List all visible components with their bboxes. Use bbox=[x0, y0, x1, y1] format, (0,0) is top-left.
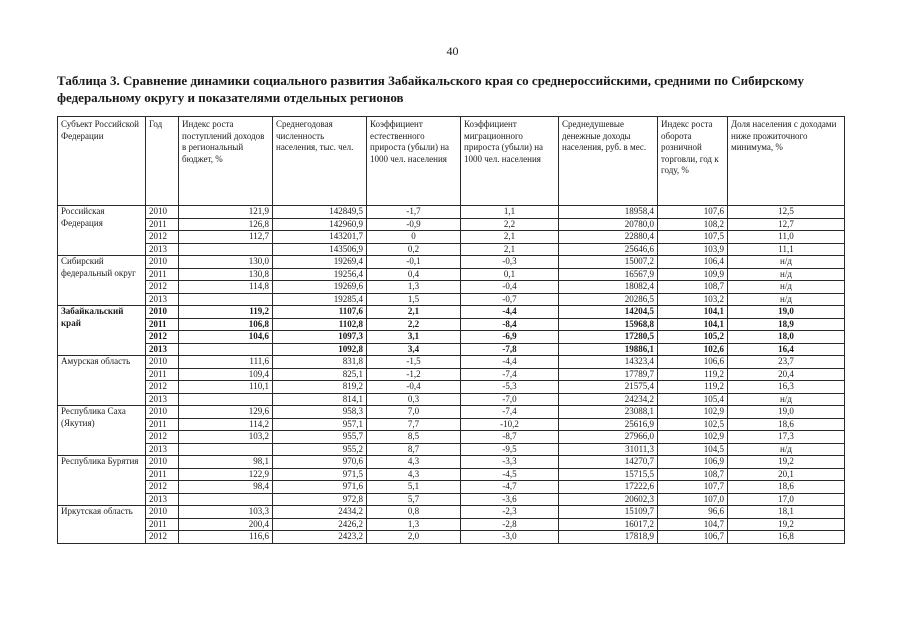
value-cell: 22880,4 bbox=[559, 231, 658, 244]
value-cell: 98,1 bbox=[179, 456, 273, 469]
table-row bbox=[58, 331, 845, 344]
value-cell: 0,1 bbox=[461, 268, 559, 281]
region-name-cell: Республика Бурятия bbox=[58, 456, 146, 506]
value-cell: -1,2 bbox=[367, 368, 461, 381]
value-cell: -9,5 bbox=[461, 443, 559, 456]
value-cell: 110,1 bbox=[179, 381, 273, 394]
value-cell: 18082,4 bbox=[559, 281, 658, 294]
year-cell: 2011 bbox=[146, 368, 179, 381]
value-cell: 7,7 bbox=[367, 418, 461, 431]
year-cell: 2010 bbox=[146, 306, 179, 319]
header-cell: Коэффициент миграционного прироста (убыли) на 1000 чел. населения bbox=[461, 117, 559, 206]
year-cell: 2010 bbox=[146, 406, 179, 419]
value-cell: -7,4 bbox=[461, 406, 559, 419]
value-cell: 17222,6 bbox=[559, 481, 658, 494]
value-cell: 11,1 bbox=[728, 243, 845, 256]
value-cell: 831,8 bbox=[273, 356, 367, 369]
value-cell: 25646,6 bbox=[559, 243, 658, 256]
year-cell: 2013 bbox=[146, 443, 179, 456]
value-cell: -0,4 bbox=[461, 281, 559, 294]
year-cell: 2010 bbox=[146, 256, 179, 269]
value-cell: 119,2 bbox=[658, 381, 728, 394]
table-caption: Таблица 3. Сравнение динамики социального развития Забайкальского края со среднероссийскими, средними по Сибирскому федеральному округу и показателями отдельных регионов bbox=[57, 73, 804, 105]
value-cell: 2426,2 bbox=[273, 518, 367, 531]
value-cell: 972,8 bbox=[273, 493, 367, 506]
value-cell: 126,8 bbox=[179, 218, 273, 231]
year-cell: 2012 bbox=[146, 531, 179, 544]
value-cell: 119,2 bbox=[658, 368, 728, 381]
value-cell: -5,3 bbox=[461, 381, 559, 394]
value-cell: 2,2 bbox=[461, 218, 559, 231]
value-cell: 8,7 bbox=[367, 443, 461, 456]
value-cell: 819,2 bbox=[273, 381, 367, 394]
value-cell: 20780,0 bbox=[559, 218, 658, 231]
value-cell: -2,8 bbox=[461, 518, 559, 531]
value-cell: 2423,2 bbox=[273, 531, 367, 544]
value-cell: 102,6 bbox=[658, 343, 728, 356]
value-cell: 142849,5 bbox=[273, 206, 367, 219]
table-row bbox=[58, 393, 845, 406]
year-cell: 2013 bbox=[146, 243, 179, 256]
value-cell: 1,1 bbox=[461, 206, 559, 219]
year-cell: 2010 bbox=[146, 206, 179, 219]
value-cell: 200,4 bbox=[179, 518, 273, 531]
value-cell: 119,2 bbox=[179, 306, 273, 319]
value-cell bbox=[179, 443, 273, 456]
year-cell: 2013 bbox=[146, 293, 179, 306]
value-cell: 19,0 bbox=[728, 306, 845, 319]
value-cell: -0,3 bbox=[461, 256, 559, 269]
value-cell: 18,9 bbox=[728, 318, 845, 331]
year-cell: 2011 bbox=[146, 218, 179, 231]
value-cell: 106,6 bbox=[658, 356, 728, 369]
table-row bbox=[58, 456, 845, 469]
value-cell: 121,9 bbox=[179, 206, 273, 219]
value-cell: 17,0 bbox=[728, 493, 845, 506]
value-cell: -4,4 bbox=[461, 356, 559, 369]
value-cell: 20602,3 bbox=[559, 493, 658, 506]
header-cell: Коэффициент естественного прироста (убыли) на 1000 чел. населения bbox=[367, 117, 461, 206]
table-row bbox=[58, 443, 845, 456]
table-row bbox=[58, 356, 845, 369]
value-cell: 16567,9 bbox=[559, 268, 658, 281]
value-cell: -7,4 bbox=[461, 368, 559, 381]
value-cell: 1,5 bbox=[367, 293, 461, 306]
value-cell: 15968,8 bbox=[559, 318, 658, 331]
value-cell: 2,0 bbox=[367, 531, 461, 544]
region-name-cell: Российская Федерация bbox=[58, 206, 146, 256]
value-cell: -3,3 bbox=[461, 456, 559, 469]
value-cell: 18,0 bbox=[728, 331, 845, 344]
value-cell bbox=[179, 493, 273, 506]
value-cell: 107,7 bbox=[658, 481, 728, 494]
value-cell: 19269,4 bbox=[273, 256, 367, 269]
value-cell: 18958,4 bbox=[559, 206, 658, 219]
value-cell: 8,5 bbox=[367, 431, 461, 444]
year-cell: 2012 bbox=[146, 281, 179, 294]
year-cell: 2011 bbox=[146, 518, 179, 531]
value-cell: -3,0 bbox=[461, 531, 559, 544]
value-cell: 17789,7 bbox=[559, 368, 658, 381]
value-cell: -3,6 bbox=[461, 493, 559, 506]
value-cell: 4,3 bbox=[367, 456, 461, 469]
year-cell: 2012 bbox=[146, 331, 179, 344]
value-cell: 18,6 bbox=[728, 481, 845, 494]
value-cell: 17280,5 bbox=[559, 331, 658, 344]
value-cell: 19256,4 bbox=[273, 268, 367, 281]
value-cell: 31011,3 bbox=[559, 443, 658, 456]
year-cell: 2011 bbox=[146, 468, 179, 481]
value-cell: 114,8 bbox=[179, 281, 273, 294]
value-cell: 955,7 bbox=[273, 431, 367, 444]
value-cell: 108,7 bbox=[658, 468, 728, 481]
value-cell: -1,5 bbox=[367, 356, 461, 369]
value-cell: 104,7 bbox=[658, 518, 728, 531]
value-cell: 20286,5 bbox=[559, 293, 658, 306]
value-cell: 957,1 bbox=[273, 418, 367, 431]
value-cell: 814,1 bbox=[273, 393, 367, 406]
header-cell: Индекс роста оборота розничной торговли, год к году, % bbox=[658, 117, 728, 206]
value-cell: 16017,2 bbox=[559, 518, 658, 531]
value-cell: 111,6 bbox=[179, 356, 273, 369]
value-cell: 16,4 bbox=[728, 343, 845, 356]
value-cell: 98,4 bbox=[179, 481, 273, 494]
header-cell: Индекс роста поступлений доходов в региональный бюджет, % bbox=[179, 117, 273, 206]
value-cell: 106,9 bbox=[658, 456, 728, 469]
value-cell: 112,7 bbox=[179, 231, 273, 244]
value-cell bbox=[179, 343, 273, 356]
value-cell: 17,3 bbox=[728, 431, 845, 444]
value-cell: -0,1 bbox=[367, 256, 461, 269]
value-cell: -2,3 bbox=[461, 506, 559, 519]
year-cell: 2011 bbox=[146, 418, 179, 431]
value-cell: -7,0 bbox=[461, 393, 559, 406]
table-row bbox=[58, 493, 845, 506]
value-cell: 2,1 bbox=[367, 306, 461, 319]
value-cell: 103,9 bbox=[658, 243, 728, 256]
year-cell: 2010 bbox=[146, 456, 179, 469]
value-cell: 104,1 bbox=[658, 306, 728, 319]
value-cell: 2,1 bbox=[461, 243, 559, 256]
value-cell: н/д bbox=[728, 268, 845, 281]
value-cell: 1,3 bbox=[367, 518, 461, 531]
value-cell: -4,7 bbox=[461, 481, 559, 494]
value-cell: 955,2 bbox=[273, 443, 367, 456]
value-cell: 109,9 bbox=[658, 268, 728, 281]
value-cell: 102,9 bbox=[658, 431, 728, 444]
value-cell: 19,2 bbox=[728, 456, 845, 469]
header-cell: Среднедушевые денежные доходы населения, руб. в мес. bbox=[559, 117, 658, 206]
value-cell: 108,2 bbox=[658, 218, 728, 231]
table-row bbox=[58, 481, 845, 494]
value-cell: -0,4 bbox=[367, 381, 461, 394]
value-cell: 11,0 bbox=[728, 231, 845, 244]
value-cell: 16,3 bbox=[728, 381, 845, 394]
table-row bbox=[58, 506, 845, 519]
value-cell: 116,6 bbox=[179, 531, 273, 544]
value-cell: 130,8 bbox=[179, 268, 273, 281]
region-name-cell: Амурская область bbox=[58, 356, 146, 406]
table-row bbox=[58, 368, 845, 381]
value-cell: -0,9 bbox=[367, 218, 461, 231]
year-cell: 2012 bbox=[146, 481, 179, 494]
value-cell: 143506,9 bbox=[273, 243, 367, 256]
value-cell: 0,4 bbox=[367, 268, 461, 281]
year-cell: 2013 bbox=[146, 343, 179, 356]
value-cell: 19,2 bbox=[728, 518, 845, 531]
value-cell: 15109,7 bbox=[559, 506, 658, 519]
table-row bbox=[58, 218, 845, 231]
value-cell: 19,0 bbox=[728, 406, 845, 419]
value-cell: 7,0 bbox=[367, 406, 461, 419]
value-cell: 19269,6 bbox=[273, 281, 367, 294]
value-cell: 1092,8 bbox=[273, 343, 367, 356]
value-cell: 96,6 bbox=[658, 506, 728, 519]
header-cell: Среднегодовая численность населения, тыс. чел. bbox=[273, 117, 367, 206]
value-cell: 1102,8 bbox=[273, 318, 367, 331]
table-row bbox=[58, 256, 845, 269]
header-cell: Год bbox=[146, 117, 179, 206]
value-cell: 142960,9 bbox=[273, 218, 367, 231]
value-cell: 107,6 bbox=[658, 206, 728, 219]
year-cell: 2012 bbox=[146, 231, 179, 244]
value-cell: 18,1 bbox=[728, 506, 845, 519]
value-cell: 20,1 bbox=[728, 468, 845, 481]
value-cell: 102,5 bbox=[658, 418, 728, 431]
year-cell: 2010 bbox=[146, 506, 179, 519]
value-cell: -6,9 bbox=[461, 331, 559, 344]
value-cell: 103,2 bbox=[658, 293, 728, 306]
table-row bbox=[58, 318, 845, 331]
value-cell: 825,1 bbox=[273, 368, 367, 381]
value-cell: 129,6 bbox=[179, 406, 273, 419]
value-cell: 21575,4 bbox=[559, 381, 658, 394]
value-cell: 105,2 bbox=[658, 331, 728, 344]
value-cell: 14204,5 bbox=[559, 306, 658, 319]
value-cell: 5,1 bbox=[367, 481, 461, 494]
value-cell: 106,8 bbox=[179, 318, 273, 331]
value-cell: 18,6 bbox=[728, 418, 845, 431]
table-row bbox=[58, 231, 845, 244]
value-cell: 27966,0 bbox=[559, 431, 658, 444]
year-cell: 2013 bbox=[146, 493, 179, 506]
value-cell: -0,7 bbox=[461, 293, 559, 306]
value-cell bbox=[179, 293, 273, 306]
value-cell: 2,2 bbox=[367, 318, 461, 331]
year-cell: 2012 bbox=[146, 381, 179, 394]
value-cell: 958,3 bbox=[273, 406, 367, 419]
value-cell: 12,5 bbox=[728, 206, 845, 219]
value-cell: 23088,1 bbox=[559, 406, 658, 419]
value-cell: 19886,1 bbox=[559, 343, 658, 356]
table-row bbox=[58, 206, 845, 219]
value-cell: 17818,9 bbox=[559, 531, 658, 544]
table-row bbox=[58, 431, 845, 444]
value-cell: 103,3 bbox=[179, 506, 273, 519]
value-cell: 0,2 bbox=[367, 243, 461, 256]
table-row bbox=[58, 418, 845, 431]
value-cell: 105,4 bbox=[658, 393, 728, 406]
value-cell: н/д bbox=[728, 256, 845, 269]
value-cell: 15715,5 bbox=[559, 468, 658, 481]
year-cell: 2012 bbox=[146, 431, 179, 444]
value-cell: 2434,2 bbox=[273, 506, 367, 519]
value-cell: 23,7 bbox=[728, 356, 845, 369]
value-cell: 106,4 bbox=[658, 256, 728, 269]
value-cell: 104,1 bbox=[658, 318, 728, 331]
value-cell: н/д bbox=[728, 443, 845, 456]
value-cell: 3,4 bbox=[367, 343, 461, 356]
value-cell: 14323,4 bbox=[559, 356, 658, 369]
value-cell: 1097,3 bbox=[273, 331, 367, 344]
value-cell: -4,5 bbox=[461, 468, 559, 481]
value-cell: 1,3 bbox=[367, 281, 461, 294]
table-body bbox=[58, 206, 845, 544]
value-cell: 14270,7 bbox=[559, 456, 658, 469]
table-row bbox=[58, 268, 845, 281]
table-row bbox=[58, 243, 845, 256]
value-cell: -8,7 bbox=[461, 431, 559, 444]
page-number: 40 bbox=[446, 44, 459, 58]
table-row bbox=[58, 531, 845, 544]
value-cell: -10,2 bbox=[461, 418, 559, 431]
table-row bbox=[58, 406, 845, 419]
value-cell: н/д bbox=[728, 293, 845, 306]
header-cell: Субъект Российской Федерации bbox=[58, 117, 146, 206]
value-cell: 143201,7 bbox=[273, 231, 367, 244]
social-development-table bbox=[57, 116, 845, 544]
table-row bbox=[58, 306, 845, 319]
value-cell: 102,9 bbox=[658, 406, 728, 419]
value-cell: 15007,2 bbox=[559, 256, 658, 269]
value-cell: 24234,2 bbox=[559, 393, 658, 406]
value-cell: 20,4 bbox=[728, 368, 845, 381]
value-cell: 3,1 bbox=[367, 331, 461, 344]
value-cell: -4,4 bbox=[461, 306, 559, 319]
value-cell: 0,8 bbox=[367, 506, 461, 519]
table-row bbox=[58, 293, 845, 306]
value-cell: 130,0 bbox=[179, 256, 273, 269]
value-cell: 114,2 bbox=[179, 418, 273, 431]
table-row bbox=[58, 343, 845, 356]
table-row bbox=[58, 468, 845, 481]
region-name-cell: Забайкальский край bbox=[58, 306, 146, 356]
value-cell: 5,7 bbox=[367, 493, 461, 506]
value-cell: 122,9 bbox=[179, 468, 273, 481]
region-name-cell: Республика Саха (Якутия) bbox=[58, 406, 146, 456]
value-cell: 971,5 bbox=[273, 468, 367, 481]
value-cell: 108,7 bbox=[658, 281, 728, 294]
value-cell: 16,8 bbox=[728, 531, 845, 544]
value-cell: 971,6 bbox=[273, 481, 367, 494]
value-cell: 2,1 bbox=[461, 231, 559, 244]
value-cell: 104,6 bbox=[179, 331, 273, 344]
value-cell: 0 bbox=[367, 231, 461, 244]
year-cell: 2010 bbox=[146, 356, 179, 369]
header-cell: Доля населения с доходами ниже прожиточного минимума, % bbox=[728, 117, 845, 206]
year-cell: 2013 bbox=[146, 393, 179, 406]
value-cell: 107,5 bbox=[658, 231, 728, 244]
value-cell: 25616,9 bbox=[559, 418, 658, 431]
value-cell: 12,7 bbox=[728, 218, 845, 231]
header-row bbox=[58, 117, 845, 206]
year-cell: 2011 bbox=[146, 318, 179, 331]
value-cell: -1,7 bbox=[367, 206, 461, 219]
value-cell: 970,6 bbox=[273, 456, 367, 469]
value-cell: 107,0 bbox=[658, 493, 728, 506]
value-cell: 4,3 bbox=[367, 468, 461, 481]
value-cell: 0,3 bbox=[367, 393, 461, 406]
value-cell: 109,4 bbox=[179, 368, 273, 381]
table-row bbox=[58, 281, 845, 294]
value-cell: 19285,4 bbox=[273, 293, 367, 306]
region-name-cell: Сибирский федеральный округ bbox=[58, 256, 146, 306]
value-cell bbox=[179, 393, 273, 406]
year-cell: 2011 bbox=[146, 268, 179, 281]
value-cell: 104,5 bbox=[658, 443, 728, 456]
value-cell bbox=[179, 243, 273, 256]
value-cell: 103,2 bbox=[179, 431, 273, 444]
value-cell: -7,8 bbox=[461, 343, 559, 356]
value-cell: -8,4 bbox=[461, 318, 559, 331]
value-cell: 106,7 bbox=[658, 531, 728, 544]
table-row bbox=[58, 518, 845, 531]
value-cell: 1107,6 bbox=[273, 306, 367, 319]
value-cell: н/д bbox=[728, 393, 845, 406]
table-row bbox=[58, 381, 845, 394]
value-cell: н/д bbox=[728, 281, 845, 294]
region-name-cell: Иркутская область bbox=[58, 506, 146, 544]
